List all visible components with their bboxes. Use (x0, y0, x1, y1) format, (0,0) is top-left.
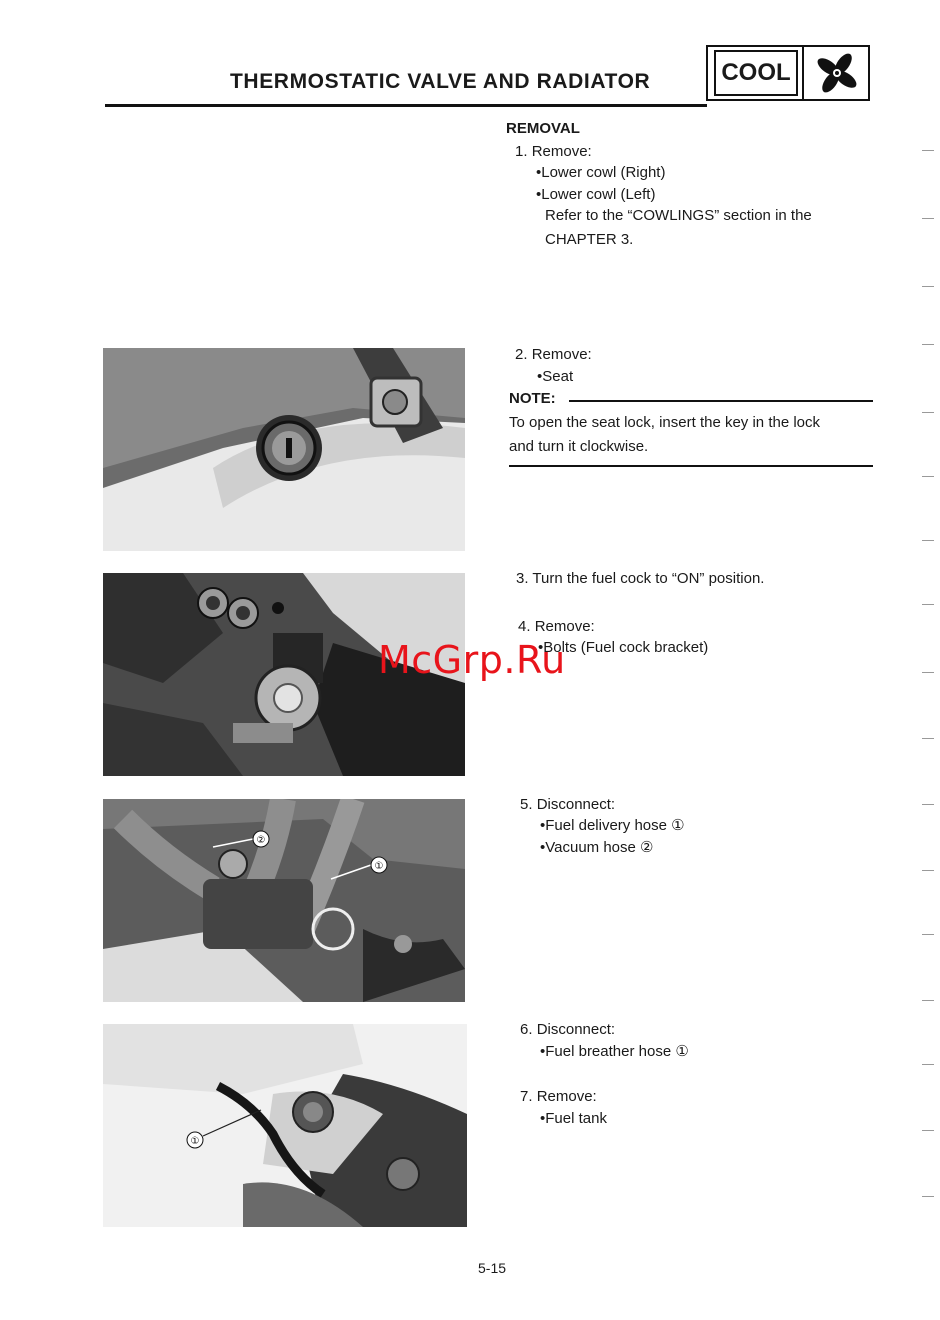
list-item: •Fuel tank (540, 1110, 607, 1127)
header-rule (105, 104, 707, 107)
step-text: Remove: (531, 346, 592, 363)
margin-tick (922, 1130, 934, 1131)
margin-tick (922, 150, 934, 151)
margin-tick (922, 604, 934, 605)
svg-text:②: ② (256, 835, 266, 846)
reference-text: CHAPTER 3. (545, 231, 634, 248)
margin-tick (922, 540, 934, 541)
callout-2 (253, 831, 269, 847)
step-number: 3. (516, 570, 529, 587)
step-7 (520, 1086, 597, 1108)
margin-tick (922, 738, 934, 739)
note-rule-bottom (509, 465, 873, 467)
margin-tick (922, 218, 934, 219)
callout-1 (187, 1132, 203, 1148)
step-text: Remove: (536, 1088, 597, 1105)
photo-seat-lock (103, 348, 465, 551)
note-rule-top (569, 400, 873, 402)
step-text: Remove: (534, 618, 595, 635)
margin-tick (922, 934, 934, 935)
section-badge (706, 45, 870, 101)
watermark: McGrp.Ru (378, 638, 566, 682)
margin-tick (922, 804, 934, 805)
badge-divider (802, 47, 804, 99)
step-text: Disconnect: (536, 796, 616, 813)
callout-1 (371, 857, 387, 873)
list-item: •Seat (537, 368, 574, 385)
margin-tick (922, 412, 934, 413)
svg-text:①: ① (374, 861, 384, 872)
step-3 (516, 568, 764, 590)
step-number: 5. (520, 796, 533, 813)
margin-tick (922, 1196, 934, 1197)
step-text: Remove: (531, 143, 592, 160)
step-5 (520, 794, 615, 816)
step-number: 7. (520, 1088, 533, 1105)
note-text: and turn it clockwise. (509, 438, 649, 455)
margin-tick (922, 672, 934, 673)
step-text: Turn the fuel cock to “ON” position. (532, 570, 765, 587)
badge-label: COOL (714, 50, 798, 96)
margin-tick (922, 1000, 934, 1001)
list-item: •Lower cowl (Right) (536, 164, 666, 181)
page-title: THERMOSTATIC VALVE AND RADIATOR (230, 70, 651, 93)
page-number: 5-15 (478, 1260, 507, 1276)
photo-breather-hose (103, 1024, 467, 1227)
step-number: 2. (515, 346, 528, 363)
step-4 (518, 616, 595, 638)
step-text: Disconnect: (536, 1021, 616, 1038)
margin-tick (922, 344, 934, 345)
note-text: To open the seat lock, insert the key in the lock (509, 414, 821, 431)
margin-tick (922, 476, 934, 477)
step-number: 6. (520, 1021, 533, 1038)
margin-tick (922, 870, 934, 871)
step-1 (515, 141, 592, 163)
list-item: •Lower cowl (Left) (536, 186, 656, 203)
list-item: •Vacuum hose ② (540, 839, 654, 856)
margin-tick (922, 286, 934, 287)
step-6 (520, 1019, 615, 1041)
note-label: NOTE: (509, 390, 556, 407)
step-number: 4. (518, 618, 531, 635)
list-item: •Bolts (Fuel cock bracket) (538, 639, 709, 656)
step-2 (515, 344, 592, 366)
photo-fuel-hoses (103, 799, 465, 1002)
removal-heading: REMOVAL (506, 120, 580, 137)
margin-tick (922, 1064, 934, 1065)
step-number: 1. (515, 143, 528, 160)
list-item: •Fuel delivery hose ① (540, 817, 685, 834)
reference-text: Refer to the “COWLINGS” section in the (545, 207, 812, 224)
list-item: •Fuel breather hose ① (540, 1043, 689, 1060)
svg-text:①: ① (190, 1136, 200, 1147)
fan-icon (810, 50, 864, 96)
